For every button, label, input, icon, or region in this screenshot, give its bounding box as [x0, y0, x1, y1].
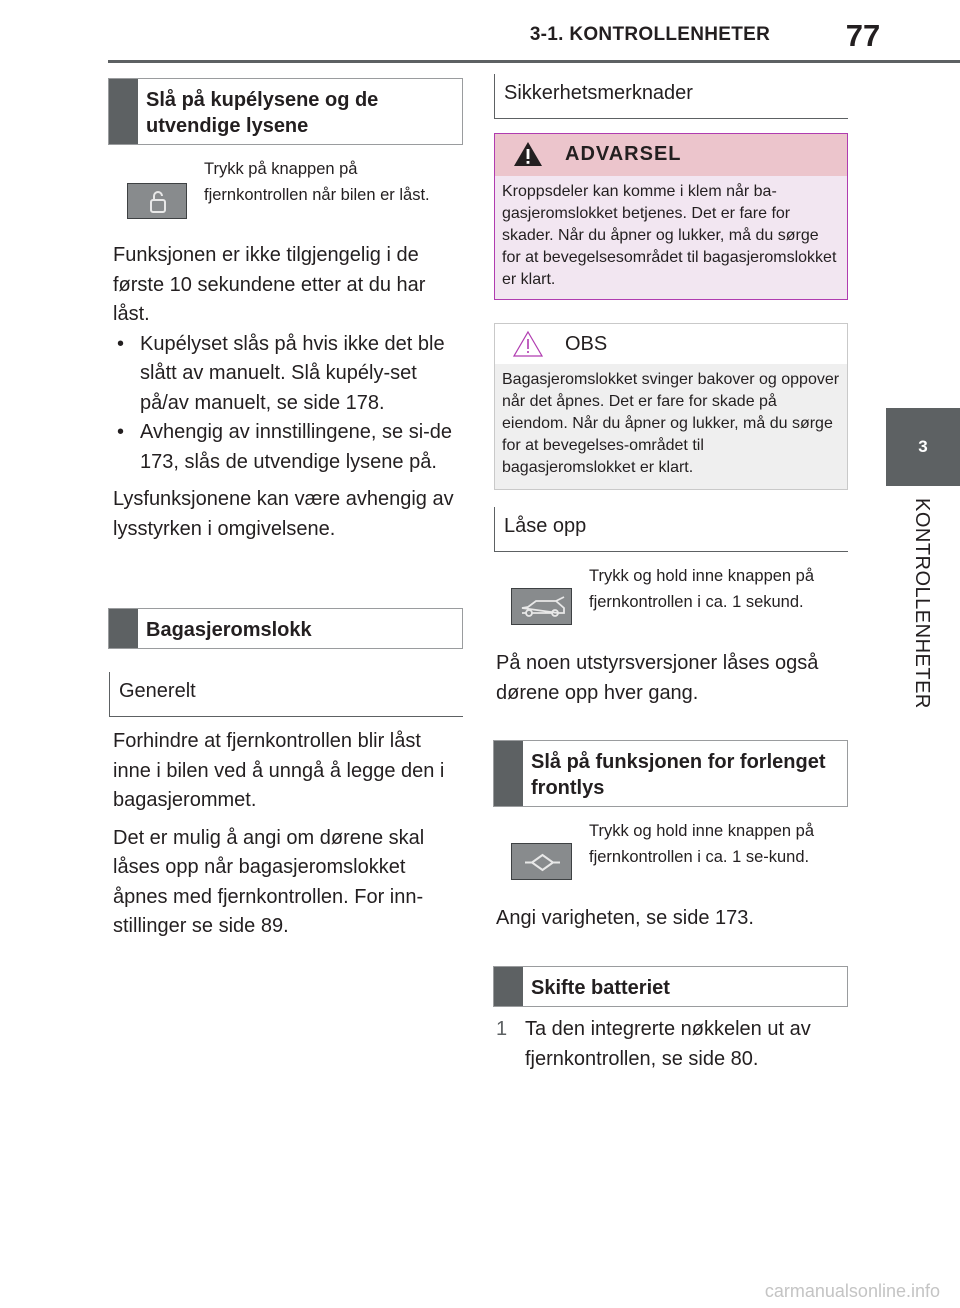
subheading-text: Låse opp — [504, 515, 587, 537]
subheading-unlock — [494, 507, 848, 552]
subheading-text: Generelt — [119, 680, 196, 702]
bullet-text: Avhengig av innstillingene, se si-de 173, slås de utvendige lysene på. — [140, 421, 453, 473]
bullet-text: Kupélyset slås på hvis ikke det ble slått av manuelt. Slå kupély-set på/av manuelt, se side 178. — [140, 332, 445, 414]
section-bar — [494, 967, 523, 1006]
paragraph: Forhindre at fjernkontrollen blir låst inne i bilen ved å unngå å legge den i bagasjerommet. — [113, 730, 445, 811]
section-bar — [494, 741, 523, 806]
warning-title: ADVARSEL — [565, 143, 682, 165]
left-body-2 — [113, 727, 458, 942]
notice-triangle-icon — [513, 330, 543, 358]
notice-box — [494, 323, 848, 490]
lock-key-instruction: Trykk på knappen på fjernkontrollen når bilen er låst. — [204, 160, 430, 204]
chapter-tab-label: KONTROLLENHETER — [911, 498, 933, 709]
bullet-dot: • — [117, 332, 125, 355]
warning-text: Kroppsdeler kan komme i klem når ba-gasjeromslokket betjenes. Det er fare for skader. Når du åpner og lukker, må du sørge for at bevegelsesområdet til bagasjeromslokket er klart. — [502, 183, 837, 288]
trunk-button-icon — [511, 588, 572, 625]
step-text: Ta den integrerte nøkkelen ut av fjernkontrollen, se side 80. — [525, 1018, 811, 1070]
chapter-tab: 3 — [886, 408, 960, 486]
lock-button-icon — [127, 183, 187, 219]
lock-icon — [128, 184, 188, 220]
subheading-general — [109, 672, 463, 717]
section-title: Slå på funksjonen for forlenget frontlys — [531, 751, 826, 799]
warning-header — [495, 134, 847, 177]
bullet-item — [113, 330, 458, 419]
chapter-title: 3-1. KONTROLLENHETER — [529, 24, 771, 45]
notice-title: OBS — [565, 333, 608, 355]
page-number: 77 — [845, 18, 881, 53]
headlight-icon — [512, 844, 573, 881]
section-title: Slå på kupélysene og de utvendige lysene — [146, 89, 379, 137]
paragraph: Funksjonen er ikke tilgjengelig i de første 10 sekundene etter at du har låst. — [113, 244, 426, 325]
unlock-paragraph: På noen utstyrsversjoner låses også dørene opp hver gang. — [496, 652, 819, 704]
section-trunk-lid — [108, 608, 463, 649]
car-trunk-icon — [512, 589, 573, 626]
warning-box — [494, 133, 848, 300]
section-replace-battery — [493, 966, 848, 1007]
unlock-key-instruction: Trykk og hold inne knappen på fjernkontrollen i ca. 1 sekund. — [589, 567, 815, 611]
bullet-dot: • — [117, 421, 125, 443]
paragraph: Det er mulig å angi om dørene skal låses opp når bagasjeromslokket åpnes med fjernkontrollen. For inn-stillinger se side 89. — [113, 826, 425, 937]
left-body-1 — [113, 241, 458, 544]
subheading-text: Sikkerhetsmerknader — [504, 82, 693, 104]
headlight-key-instruction: Trykk og hold inne knappen på fjernkontrollen i ca. 1 se-kund. — [589, 822, 815, 866]
section-title: Skifte batteriet — [531, 977, 670, 999]
bullet-item — [113, 418, 458, 477]
section-bar — [109, 79, 138, 144]
step-number: 1 — [496, 1018, 508, 1040]
section-bar — [109, 609, 138, 648]
section-interior-lights — [108, 78, 463, 145]
headlight-button-icon — [511, 843, 572, 880]
headlight-paragraph: Angi varigheten, se side 173. — [496, 907, 754, 929]
notice-header — [495, 324, 847, 365]
subheading-safety — [494, 74, 848, 119]
section-title: Bagasjeromslokk — [146, 619, 312, 641]
step-item — [496, 1015, 846, 1074]
warning-triangle-icon — [513, 140, 543, 168]
paragraph: Lysfunksjonene kan være avhengig av lysstyrken i omgivelsene. — [113, 488, 454, 540]
section-extended-headlights — [493, 740, 848, 807]
watermark: carmanualsonline.info — [764, 1281, 940, 1301]
notice-body — [495, 364, 847, 489]
notice-text: Bagasjeromslokket svinger bakover og oppover når det åpnes. Det er fare for skade på eiendom. Når du åpner og lukker, må du sørge for at bevegelses-området til bagasjeromslokket er klart. — [502, 371, 840, 476]
warning-body — [495, 176, 847, 299]
header-rule — [108, 60, 960, 63]
